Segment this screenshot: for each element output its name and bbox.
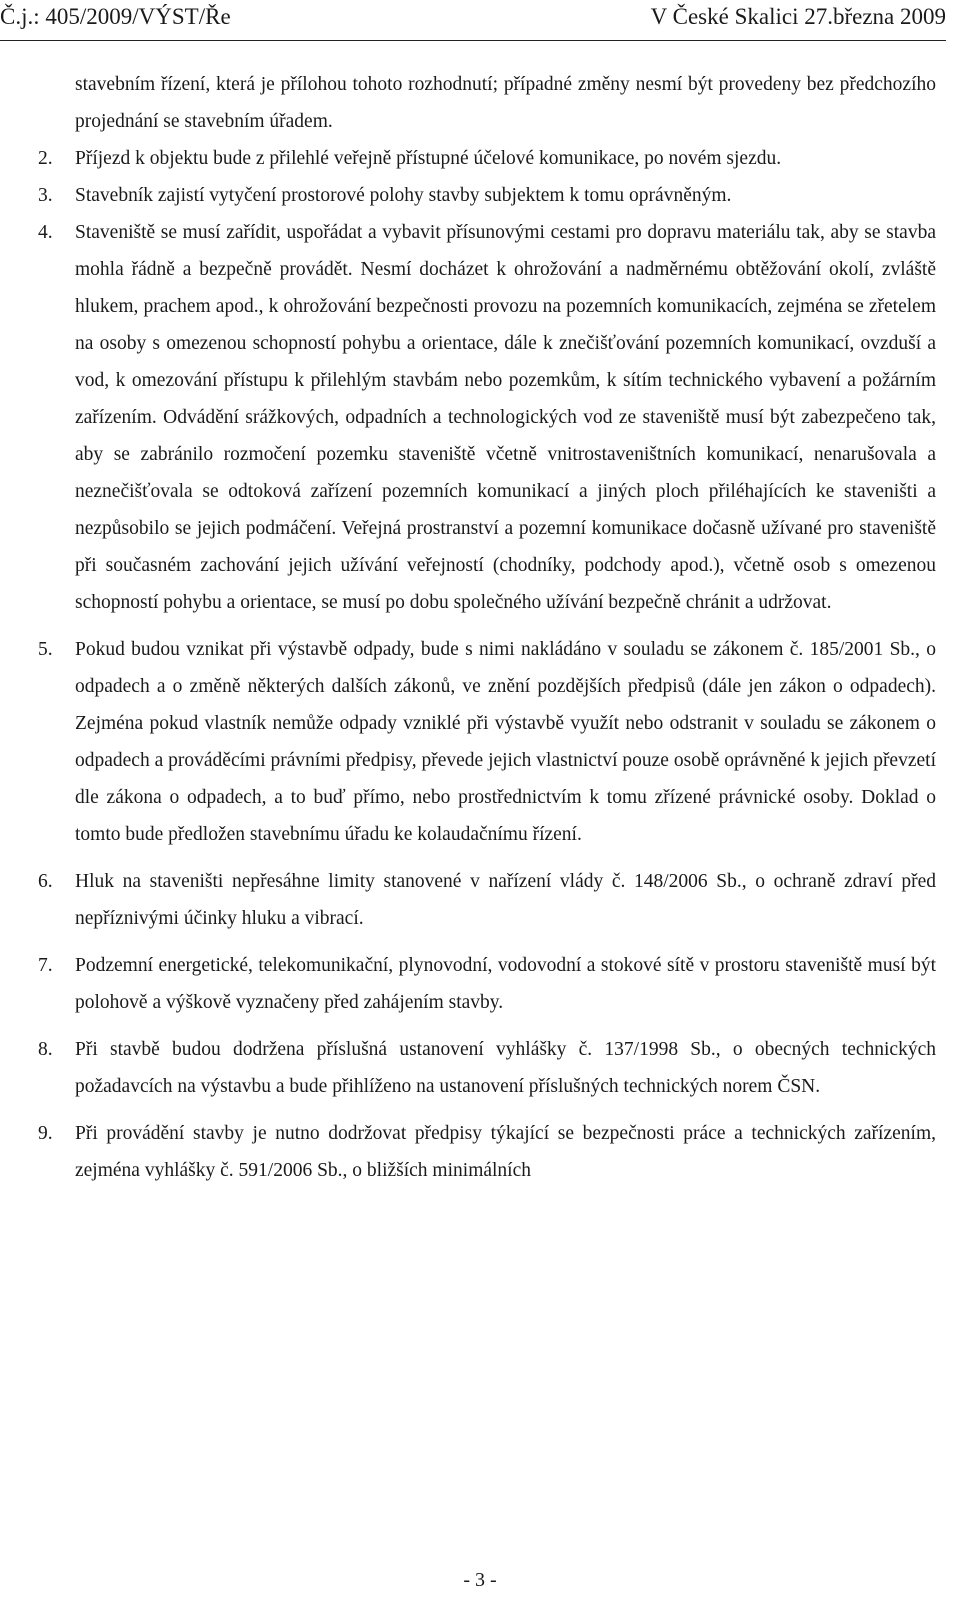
item-number: 5.	[38, 639, 53, 660]
item-number: 6.	[38, 871, 53, 892]
place-date: V České Skalici 27.března 2009	[650, 4, 946, 29]
conditions-list	[38, 140, 936, 1189]
item-text: Při stavbě budou dodržena příslušná ustanovení vyhlášky č. 137/1998 Sb., o obecných technických požadavcích na výstavbu a bude přihlíženo na ustanovení příslušných technických norem ČSN.	[75, 1039, 936, 1097]
list-item	[38, 140, 936, 177]
item-text: Stavebník zajistí vytyčení prostorové polohy stavby subjektem k tomu oprávněným.	[75, 185, 732, 206]
list-item	[38, 1031, 936, 1105]
item-number: 8.	[38, 1039, 53, 1060]
page-number: - 3 -	[463, 1569, 497, 1591]
item-number: 7.	[38, 955, 53, 976]
list-item	[38, 863, 936, 937]
item-text: Hluk na staveništi nepřesáhne limity stanovené v nařízení vlády č. 148/2006 Sb., o ochraně zdraví před nepříznivými účinky hluku a vibrací.	[75, 871, 936, 929]
item-number: 9.	[38, 1123, 53, 1144]
page-header	[0, 0, 946, 41]
case-reference: Č.j.: 405/2009/VÝST/Ře	[0, 4, 231, 29]
item-text: Při provádění stavby je nutno dodržovat předpisy týkající se bezpečnosti práce a technických zařízením, zejména vyhlášky č. 591/2006 Sb., o bližších minimálních	[75, 1123, 936, 1181]
list-item	[38, 177, 936, 214]
item-number: 2.	[38, 148, 53, 169]
item-text: Příjezd k objektu bude z přilehlé veřejně přístupné účelové komunikace, po novém sjezdu.	[75, 148, 782, 169]
continued-paragraph: stavebním řízení, která je přílohou tohoto rozhodnutí; případné změny nesmí být provedeny bez předchozího projednání se stavebním úřadem.	[75, 74, 936, 132]
item-text: Staveniště se musí zařídit, uspořádat a vybavit přísunovými cestami pro dopravu materiálu tak, aby se stavba mohla řádně a bezpečně provádět. Nesmí docházet k ohrožování a nadměrnému obtěžování okolí, zvláště hlukem, prachem apod., k ohrožování bezpečnosti provozu na pozemních komunikacích, zejména se zřetelem na osoby s omezenou schopností pohybu a orientace, dále k znečišťování pozemních komunikací, ovzduší a vod, k omezování přístupu k přilehlým stavbám nebo pozemkům, k sítím technického vybavení a požárním zařízením. Odvádění srážkových, odpadních a technologických vod ze staveniště musí být zabezpečeno tak, aby se zabránilo rozmočení pozemku staveniště včetně vnitrostaveništních komunikací, nenarušovala a neznečišťovala se odtoková zařízení pozemních komunikací a jiných ploch přiléhajících ke staveništi a nezpůsobilo se jejich podmáčení. Veřejná prostranství a pozemní komunikace dočasně užívané pro staveniště při současném zachování jejich užívání veřejností (chodníky, podchody apod.), včetně osob s omezenou schopností pohybu a orientace, se musí po dobu společného užívání bezpečně chránit a udržovat.	[75, 222, 936, 613]
list-item	[38, 631, 936, 853]
item-text: Pokud budou vznikat při výstavbě odpady, bude s nimi nakládáno v souladu se zákonem č. 185/2001 Sb., o odpadech a o změně některých dalších zákonů, ve znění pozdějších předpisů (dále jen zákon o odpadech). Zejména pokud vlastník nemůže odpady vzniklé při výstavbě využít nebo odstranit v souladu se zákonem o odpadech a prováděcími právními předpisy, převede jejich vlastnictví pouze osobě oprávněné k jejich převzetí dle zákona o odpadech, a to buď přímo, nebo prostřednictvím k tomu zřízené právnické osoby. Doklad o tomto bude předložen stavebnímu úřadu ke kolaudačnímu řízení.	[75, 639, 936, 845]
list-item	[38, 947, 936, 1021]
list-item	[38, 1115, 936, 1189]
item-number: 3.	[38, 185, 53, 206]
document-body	[38, 66, 936, 1189]
list-item	[38, 214, 936, 621]
item-text: Podzemní energetické, telekomunikační, plynovodní, vodovodní a stokové sítě v prostoru staveniště musí být polohově a výškově vyznačeny před zahájením stavby.	[75, 955, 936, 1013]
item-number: 4.	[38, 222, 53, 243]
